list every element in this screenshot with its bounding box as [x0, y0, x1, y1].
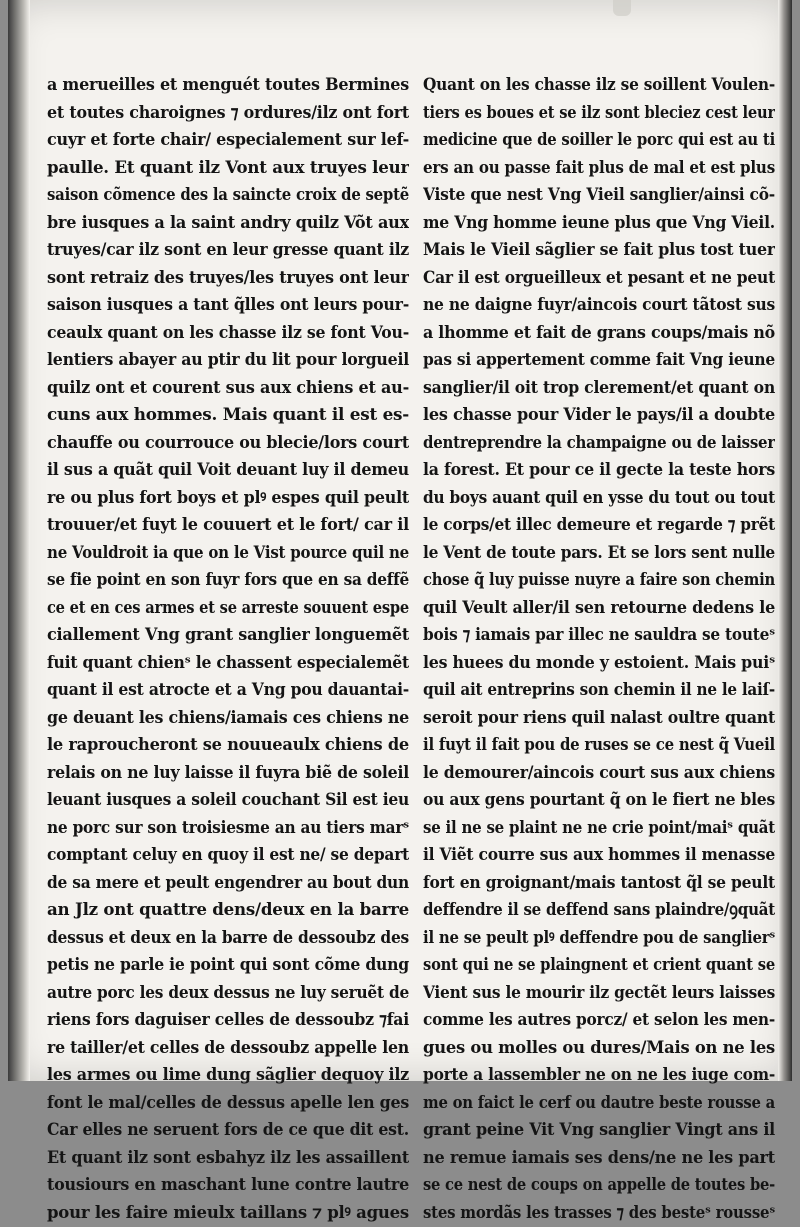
text-line: il sus a quãt quil Voit deuant luy il demeu: [47, 457, 409, 485]
text-line: Vient sus le mourir ilz gectẽt leurs laisses: [423, 980, 775, 1008]
text-line: sont qui ne se plaingnent et crient quant se: [423, 952, 775, 980]
text-line: pas si appertement comme fait Vng ieune: [423, 347, 775, 375]
text-line: le demourer/aincois court sus aux chiens: [423, 760, 775, 788]
text-line: Viste que nest Vng Vieil sanglier/ainsi cõ-: [423, 182, 775, 210]
text-line: ne Vouldroit ia que on le Vist pource quil ne: [47, 540, 409, 568]
text-line: paulle. Et quant ilz Vont aux truyes leur: [47, 155, 409, 183]
text-line: la forest. Et pour ce il gecte la teste hors: [423, 457, 775, 485]
text-line: me on faict le cerf ou dautre beste rousse a: [423, 1090, 775, 1118]
text-line: petis ne parle ie point qui sont cõme dung: [47, 952, 409, 980]
text-line: le raproucheront se nouueaulx chiens de: [47, 732, 409, 760]
text-line: Mais le Vieil sãglier se fait plus tost tuer: [423, 237, 775, 265]
text-line: chauffe ou courrouce ou blecie/lors court: [47, 430, 409, 458]
text-line: a merueilles et menguét toutes Bermines: [47, 72, 409, 100]
text-line: medicine que de soiller le porc qui est au ti: [423, 127, 775, 155]
text-line: il ne se peult plꝰ deffendre pou de sanglierˢ: [423, 925, 775, 953]
text-line: dentreprendre la champaigne ou de laisser: [423, 430, 775, 458]
text-line: quant il est atrocte et a Vng pou dauantai-: [47, 677, 409, 705]
text-line: tiers es boues et se ilz sont bleciez cest leur: [423, 100, 775, 128]
text-line: ou aux gens pourtant q̃ on le fiert ne bles: [423, 787, 775, 815]
text-line: se il ne se plaint ne ne crie point/maiˢ quãt: [423, 815, 775, 843]
text-line: fuit quant chienˢ le chassent especialemẽt: [47, 650, 409, 678]
text-line: porte a lassembler ne on ne les iuge com-: [423, 1062, 775, 1090]
text-line: et toutes charoignes ⁊ ordures/ilz ont fort: [47, 100, 409, 128]
text-line: les chasse pour Vider le pays/il a doubte: [423, 402, 775, 430]
text-line: re tailler/et celles de dessoubz appelle len: [47, 1035, 409, 1063]
left-text-column: [47, 72, 409, 1227]
text-line: ne remue iamais ses dens/ne ne les part: [423, 1145, 775, 1173]
text-line: pour les faire mieulx taillans ⁊ plꝰ agues: [47, 1200, 409, 1227]
text-line: grant peine Vit Vng sanglier Vingt ans il: [423, 1117, 775, 1145]
text-line: quil Veult aller/il sen retourne dedens le: [423, 595, 775, 623]
text-line: trouuer/et fuyt le couuert et le fort/ car il: [47, 512, 409, 540]
text-line: deffendre il se deffend sans plaindre/ꝯquãt: [423, 897, 775, 925]
text-line: me Vng homme ieune plus que Vng Vieil.: [423, 210, 775, 238]
text-line: seroit pour riens quil nalast oultre quant: [423, 705, 775, 733]
text-line: bre iusques a la saint andry quilz Võt aux: [47, 210, 409, 238]
text-line: du boys auant quil en ysse du tout ou tout: [423, 485, 775, 513]
text-line: tousiours en maschant lune contre lautre: [47, 1172, 409, 1200]
text-line: quil ait entreprins son chemin il ne le laiſ-: [423, 677, 775, 705]
text-line: fort en groignant/mais tantost q̃l se peult: [423, 870, 775, 898]
text-line: an Jlz ont quattre dens/deux en la barre: [47, 897, 409, 925]
text-line: de sa mere et peult engendrer au bout dun: [47, 870, 409, 898]
text-line: il Viẽt courre sus aux hommes il menasse: [423, 842, 775, 870]
text-line: dessus et deux en la barre de dessoubz des: [47, 925, 409, 953]
text-line: ciallement Vng grant sanglier longuemẽt: [47, 622, 409, 650]
text-line: gues ou molles ou dures/Mais on ne les: [423, 1035, 775, 1063]
text-line: stes mordãs les trasses ⁊ des besteˢ rousseˢ: [423, 1200, 775, 1227]
text-line: il fuyt il fait pou de ruses se ce nest q̃ Vueil: [423, 732, 775, 760]
text-line: le corps/et illec demeure et regarde ⁊ prẽt: [423, 512, 775, 540]
text-line: quilz ont et courent sus aux chiens et au-: [47, 375, 409, 403]
ink-smudge: [613, 0, 631, 16]
text-line: riens fors daguiser celles de dessoubz ⁊fai: [47, 1007, 409, 1035]
text-line: Car il est orgueilleux et pesant et ne peut: [423, 265, 775, 293]
text-line: Quant on les chasse ilz se soillent Voulen-: [423, 72, 775, 100]
text-line: cuyr et forte chair/ especialement sur lef-: [47, 127, 409, 155]
text-line: ge deuant les chiens/iamais ces chiens ne: [47, 705, 409, 733]
text-line: re ou plus fort boys et plꝰ espes quil peult: [47, 485, 409, 513]
text-line: autre porc les deux dessus ne luy seruẽt de: [47, 980, 409, 1008]
text-line: bois ⁊ iamais par illec ne sauldra se touteˢ: [423, 622, 775, 650]
text-line: se fie point en son fuyr fors que en sa deffẽ: [47, 567, 409, 595]
text-line: ceaulx quant on les chasse ilz se font Vou-: [47, 320, 409, 348]
text-line: les huees du monde y estoient. Mais puiˢ: [423, 650, 775, 678]
text-line: ne porc sur son troisiesme an au tiers marˢ: [47, 815, 409, 843]
text-line: sanglier/il oit trop clerement/et quant on: [423, 375, 775, 403]
text-line: se ce nest de coups on appelle de toutes be-: [423, 1172, 775, 1200]
text-line: ce et en ces armes et se arreste souuent espe: [47, 595, 409, 623]
text-line: truyes/car ilz sont en leur gresse quant ilz: [47, 237, 409, 265]
text-line: le Vent de toute pars. Et se lors sent nulle: [423, 540, 775, 568]
page-gutter-shadow: [8, 0, 30, 1081]
text-line: saison cõmence des la saincte croix de septẽ: [47, 182, 409, 210]
text-line: lentiers abayer au ptir du lit pour lorgueil: [47, 347, 409, 375]
text-line: sont retraiz des truyes/les truyes ont leur: [47, 265, 409, 293]
text-line: cuns aux hommes. Mais quant il est es-: [47, 402, 409, 430]
text-line: chose q̃ luy puisse nuyre a faire son chemin: [423, 567, 775, 595]
text-line: ers an ou passe fait plus de mal et est plus: [423, 155, 775, 183]
text-line: Car elles ne seruent fors de ce que dit est.: [47, 1117, 409, 1145]
text-line: a lhomme et fait de grans coups/mais nõ: [423, 320, 775, 348]
text-line: comptant celuy en quoy il est ne/ se depart: [47, 842, 409, 870]
text-line: les armes ou lime dung sãglier dequoy ilz: [47, 1062, 409, 1090]
text-line: relais on ne luy laisse il fuyra biẽ de soleil: [47, 760, 409, 788]
text-line: saison iusques a tant q̃lles ont leurs pour-: [47, 292, 409, 320]
text-line: comme les autres porcz/ et selon les men-: [423, 1007, 775, 1035]
text-line: leuant iusques a soleil couchant Sil est ieu: [47, 787, 409, 815]
text-line: Et quant ilz sont esbahyz ilz les assaillent: [47, 1145, 409, 1173]
text-line: ne ne daigne fuyr/aincois court tãtost sus: [423, 292, 775, 320]
text-line: font le mal/celles de dessus apelle len ges: [47, 1090, 409, 1118]
right-text-column: [423, 72, 775, 1227]
page-edge-shadow: [778, 0, 792, 1081]
